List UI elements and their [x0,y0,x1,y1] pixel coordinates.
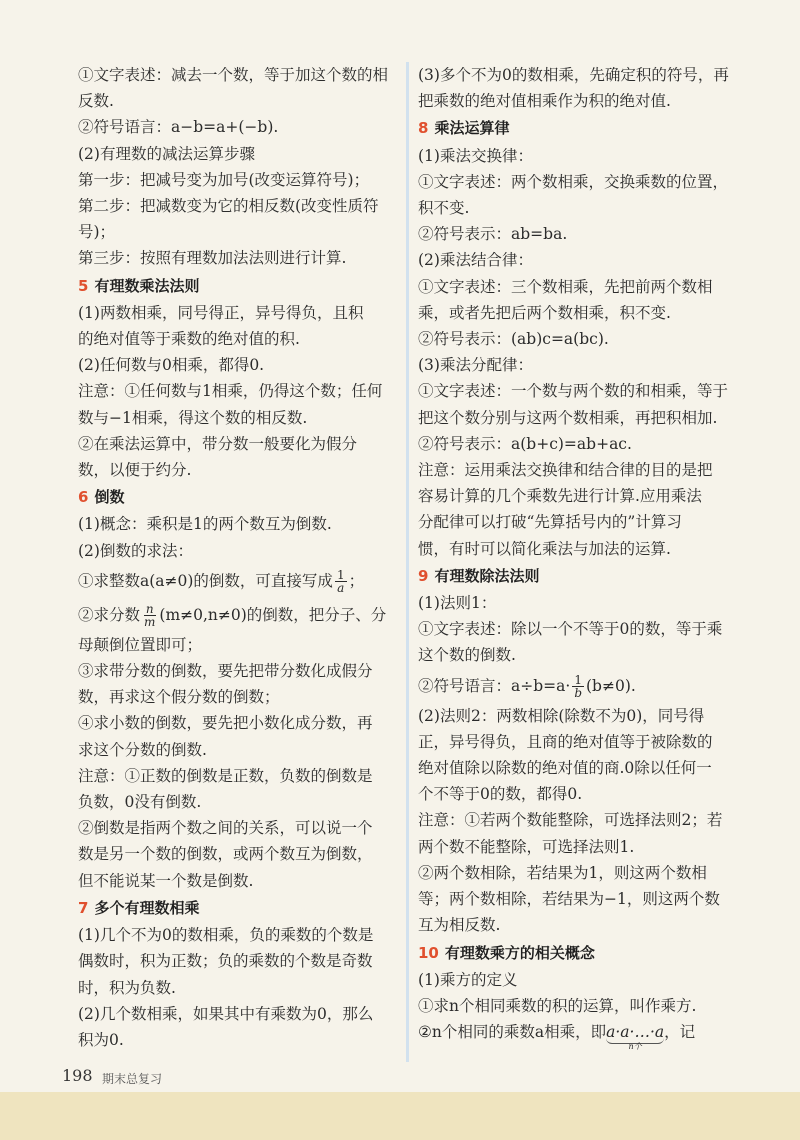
text-line: (2)几个数相乘，如果其中有乘数为0，那么 [78,1004,374,1023]
text-line: 绝对值除以除数的绝对值的商.0除以任何一 [418,759,712,778]
text-line: (2)法则2：两数相除(除数不为0)，同号得 [418,706,705,725]
underbrace-expression [606,1023,665,1052]
section-number: 10 [418,943,439,962]
text-span: ②求分数 [78,605,141,624]
text-line: 数，以便于约分. [78,461,192,480]
text-line: 第一步：把减号变为加号(改变运算符号)； [78,170,370,189]
text-span: ； [348,571,365,590]
text-line: (3)多个不为0的数相乘，先确定积的符号，再 [418,66,729,84]
text-line: (2)乘法结合律： [418,251,533,270]
text-line: ②符号表示：(ab)c=a(bc). [418,330,609,349]
text-line: 积为0. [78,1030,124,1049]
text-line: 注意：运用乘法交换律和结合律的目的是把 [418,461,713,480]
text-line-fraction [418,669,738,703]
section-title: 乘法运算律 [434,119,510,138]
text-line: 数与−1相乘，得这个数的相反数. [78,408,308,427]
text-line: ②两个数相除，若结果为1，则这两个数相 [418,863,707,882]
text-line: 等；两个数相除，若结果为−1，则这两个数 [418,890,720,909]
text-line-fraction [78,598,396,632]
section-heading-5 [78,273,396,299]
text-line: 惯，有时可以简化乘法与加法的运算. [418,539,671,558]
section-number: 8 [418,119,429,138]
text-span: ②n个相同的乘数a相乘，即 [418,1023,607,1042]
section-number: 6 [78,488,89,507]
footer-bar [0,1092,800,1140]
text-line: ③求带分数的倒数，要先把带分数化成假分 [78,662,373,681]
text-line-fraction [78,564,396,598]
text-line: 时，积为负数. [78,978,176,997]
section-title: 有理数乘法法则 [94,276,200,295]
text-line: (1)乘方的定义 [418,970,518,989]
text-line: (2)有理数的减法运算步骤 [78,144,255,163]
text-line: ①文字表述：减去一个数，等于加这个数的相 [78,66,389,84]
section-title: 有理数乘方的相关概念 [444,943,595,962]
text-line: 这个数的倒数. [418,646,516,665]
fraction-numerator: 1 [574,673,582,688]
text-line: (1)几个不为0的数相乘，负的乘数的个数是 [78,926,374,945]
text-line: (1)乘法交换律： [418,146,533,165]
fraction [335,569,347,594]
text-line: 第二步：把减数变为它的相反数(改变性质符 [78,197,379,216]
section-heading-8 [418,115,738,141]
text-line: 积不变. [418,199,470,218]
page-number: 198 [62,1066,93,1085]
text-line: 正，异号得负，且商的绝对值等于被除数的 [418,732,713,751]
brace-expression: a·a·…·a [606,1023,665,1042]
section-number: 9 [418,566,429,585]
text-line: ④求小数的倒数，要先把小数化成分数，再 [78,714,373,733]
text-line: 负数，0没有倒数. [78,793,202,812]
text-span: ，记 [664,1023,696,1042]
text-line: 两个数不能整除，可选择法则1. [418,837,635,856]
text-span: (m≠0,n≠0)的倒数，把分子、分 [159,605,387,624]
text-line: 号)； [78,223,116,242]
fraction-denominator: b [574,686,582,701]
text-line: 数是另一个数的倒数，或两个数互为倒数， [78,845,373,864]
text-line-brace [418,1019,738,1052]
section-heading-7 [78,895,396,921]
text-line: 注意：①若两个数能整除，可选择法则2；若 [418,811,723,830]
text-line: 数，再求这个假分数的倒数； [78,688,280,707]
section-heading-6 [78,484,396,510]
text-line: (3)乘法分配律： [418,356,533,375]
text-line: 互为相反数. [418,916,501,935]
section-title: 多个有理数相乘 [94,898,200,917]
section-title: 倒数 [94,488,125,507]
text-line: (1)法则1： [418,594,497,613]
footer-section-title: 期末总复习 [102,1072,163,1086]
text-line: ②在乘法运算中，带分数一般要化为假分 [78,434,358,453]
text-line: 母颠倒位置即可； [78,635,203,654]
text-line: 反数. [78,92,114,111]
section-heading-9 [418,563,738,589]
fraction-denominator: m [144,615,156,630]
text-span: ②符号语言：a÷b=a· [418,676,571,695]
brace-label: n个 [628,1042,642,1052]
text-line: 的绝对值等于乘数的绝对值的积. [78,330,300,349]
text-line: ②倒数是指两个数之间的关系，可以说一个 [78,819,373,838]
text-line: (1)概念：乘积是1的两个数互为倒数. [78,515,332,534]
text-line: ①文字表述：一个数与两个数的和相乘，等于 [418,382,729,401]
fraction-denominator: a [337,581,345,596]
section-heading-10 [418,940,738,966]
text-line: 求这个分数的倒数. [78,740,207,759]
text-line: 偶数时，积为正数；负的乘数的个数是奇数 [78,952,373,971]
right-column [418,62,738,1052]
text-line: 分配律可以打破“先算括号内的”计算习 [418,513,682,532]
text-line: 注意：①任何数与1相乘，仍得这个数；任何 [78,382,383,401]
column-divider [406,62,409,1062]
text-line: ①求n个相同乘数的积的运算，叫作乘方. [418,996,697,1015]
section-title: 有理数除法法则 [434,566,540,585]
section-number: 5 [78,276,89,295]
text-line: 容易计算的几个乘数先进行计算.应用乘法 [418,487,702,506]
fraction-numerator: n [145,602,154,617]
text-line: ①文字表述：除以一个不等于0的数，等于乘 [418,620,723,639]
text-line: (2)倒数的求法： [78,541,193,560]
text-line: 乘，或者先把后两个数相乘，积不变. [418,303,671,322]
text-line: 但不能说某一个数是倒数. [78,871,254,890]
text-line: (2)任何数与0相乘，都得0. [78,356,265,375]
text-line: 注意：①正数的倒数是正数，负数的倒数是 [78,766,373,785]
text-span: (b≠0). [586,676,636,695]
text-line: 个不等于0的数，都得0. [418,785,583,804]
fraction [142,603,157,628]
text-line: ②符号表示：ab=ba. [418,225,568,244]
section-number: 7 [78,898,89,917]
fraction [572,674,584,699]
text-line: 第三步：按照有理数加法法则进行计算. [78,249,347,268]
text-line: ②符号表示：a(b+c)=ab+ac. [418,434,632,453]
fraction-numerator: 1 [336,568,345,583]
text-line: (1)两数相乘，同号得正，异号得负，且积 [78,303,364,322]
left-column [78,62,396,1053]
text-line: 把乘数的绝对值相乘作为积的绝对值. [418,92,671,111]
text-line: 把这个数分别与这两个数相乘，再把积相加. [418,408,718,427]
text-line: ②符号语言：a−b=a+(−b). [78,118,279,137]
text-line: ①文字表述：三个数相乘，先把前两个数相 [418,277,713,296]
text-span: ①求整数a(a≠0)的倒数，可直接写成 [78,571,333,590]
text-line: ①文字表述：两个数相乘，交换乘数的位置， [418,172,729,191]
